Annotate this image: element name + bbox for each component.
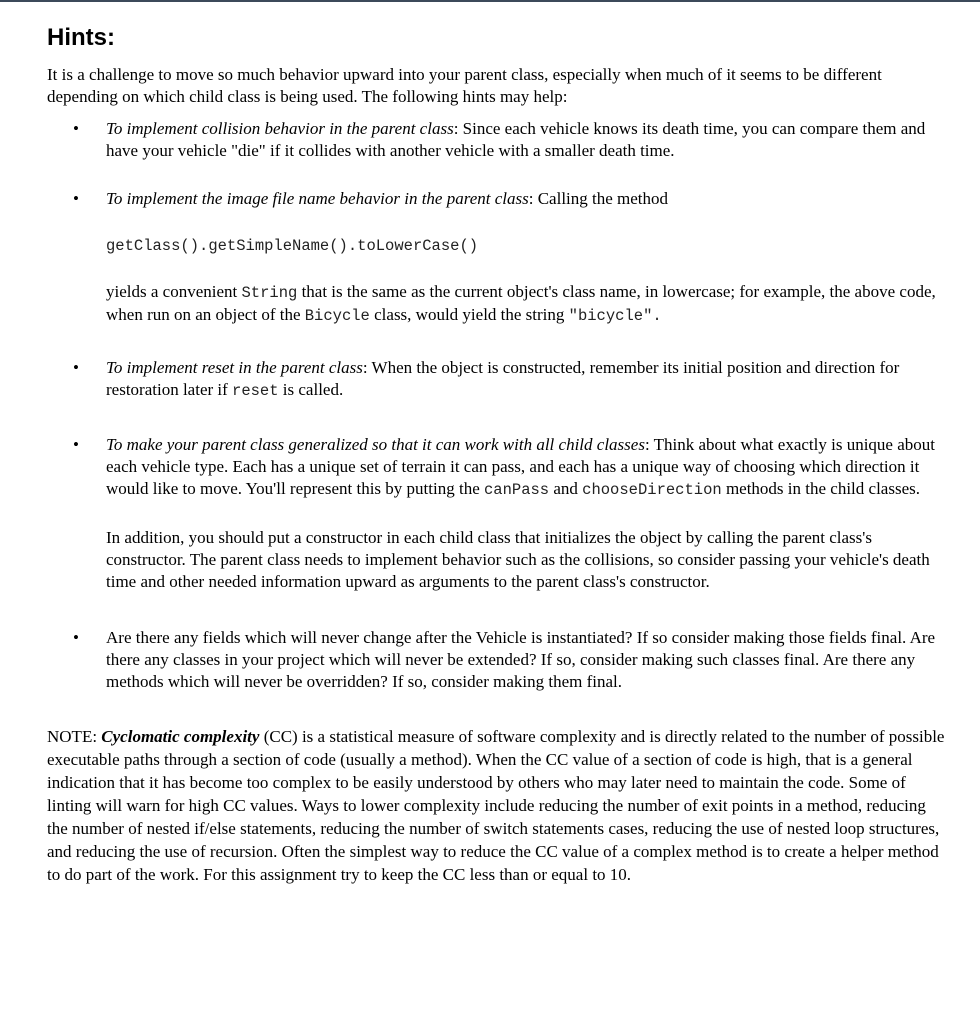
hint-collision-lead: To implement collision behavior in the parent class bbox=[106, 119, 454, 138]
hint-final-fields bbox=[47, 627, 947, 693]
hint-generalize-text: : Think about what exactly is unique about each vehicle type. Each has a unique set of terrain it can pass, and each has a unique way of choosing which direction it would like to move. You'll represent this by putting the bbox=[106, 435, 935, 498]
hint-image-lead: To implement the image file name behavior in the parent class bbox=[106, 189, 529, 208]
intro-paragraph: It is a challenge to move so much behavior upward into your parent class, especially when much of it seems to be different depending on which child class is being used. The following hints may help: bbox=[47, 65, 882, 106]
code-bicycle-class: Bicycle bbox=[304, 307, 370, 325]
hint-reset bbox=[47, 357, 947, 402]
note-term: Cyclomatic complexity bbox=[101, 727, 260, 746]
note-prefix: NOTE: bbox=[47, 727, 102, 746]
hint-reset-text: : When the object is constructed, remember its initial position and direction for restoration later if bbox=[106, 358, 900, 399]
code-choose-direction: chooseDirection bbox=[582, 481, 722, 499]
hint-generalize-lead: To make your parent class generalized so that it can work with all child classes bbox=[106, 435, 645, 454]
code-string: String bbox=[241, 284, 298, 302]
hint-generalize-and: and bbox=[549, 479, 583, 498]
hint-image-after1: yields a convenient bbox=[106, 282, 242, 301]
hint-collision bbox=[47, 118, 947, 162]
hint-reset-lead: To implement reset in the parent class bbox=[106, 358, 363, 377]
note-text: (CC) is a statistical measure of software complexity and is directly related to the number of possible executable paths through a section of code (usually a method). When the CC value of a section of code is high, that is a general indication that it has become too complex to be easily understood by others who may later need to maintain the code. Some of linting will warn for high CC values. Ways to lower complexity include reducing the number of exit points in a method, reducing the number of nested if/else statements, reducing the number of switch statements cases, reducing the use of nested loop structures, and reducing the use of recursion. Often the simplest way to reduce the CC value of a complex method is to create a helper method to do part of the work. For this assignment try to keep the CC less than or equal to 10. bbox=[47, 727, 945, 884]
top-border bbox=[0, 0, 980, 2]
hint-generalize-constructor: In addition, you should put a constructor in each child class that initializes the object by calling the parent class's constructor. The parent class needs to implement behavior such as the collisions, so consider passing your vehicle's death time and other needed information upward as arguments to the parent class's constructor. bbox=[106, 528, 930, 591]
hint-generalize bbox=[47, 434, 947, 593]
code-bicycle-string: "bicycle". bbox=[568, 307, 662, 325]
hint-image-after2: that is the same as the current object's class name, in lowercase; for example, the above code, when run on an object of the bbox=[106, 282, 936, 324]
hint-collision-text: : Since each vehicle knows its death time, you can compare them and have your vehicle "die" if it collides with another vehicle with a smaller death time. bbox=[106, 119, 926, 160]
hint-image-file-name bbox=[47, 188, 947, 327]
hints-heading: Hints: bbox=[47, 24, 115, 51]
hint-final-text: Are there any fields which will never change after the Vehicle is instantiated? If so consider making those fields final. Are there any classes in your project which will never be extended? If so, consider making such classes final. Are there any methods which will never be overridden? If so, consider making them final. bbox=[106, 628, 936, 691]
hint-generalize-end: methods in the child classes. bbox=[721, 479, 920, 498]
code-reset: reset bbox=[232, 382, 279, 400]
code-get-simple-name: getClass().getSimpleName().toLowerCase() bbox=[106, 237, 479, 255]
hint-image-after3: class, would yield the string bbox=[369, 305, 569, 324]
hints-document bbox=[47, 20, 947, 886]
hint-reset-text2: is called. bbox=[278, 380, 344, 399]
note-paragraph bbox=[47, 725, 947, 886]
hint-image-text: : Calling the method bbox=[528, 189, 669, 208]
code-can-pass: canPass bbox=[483, 481, 550, 499]
hints-list bbox=[47, 118, 947, 693]
